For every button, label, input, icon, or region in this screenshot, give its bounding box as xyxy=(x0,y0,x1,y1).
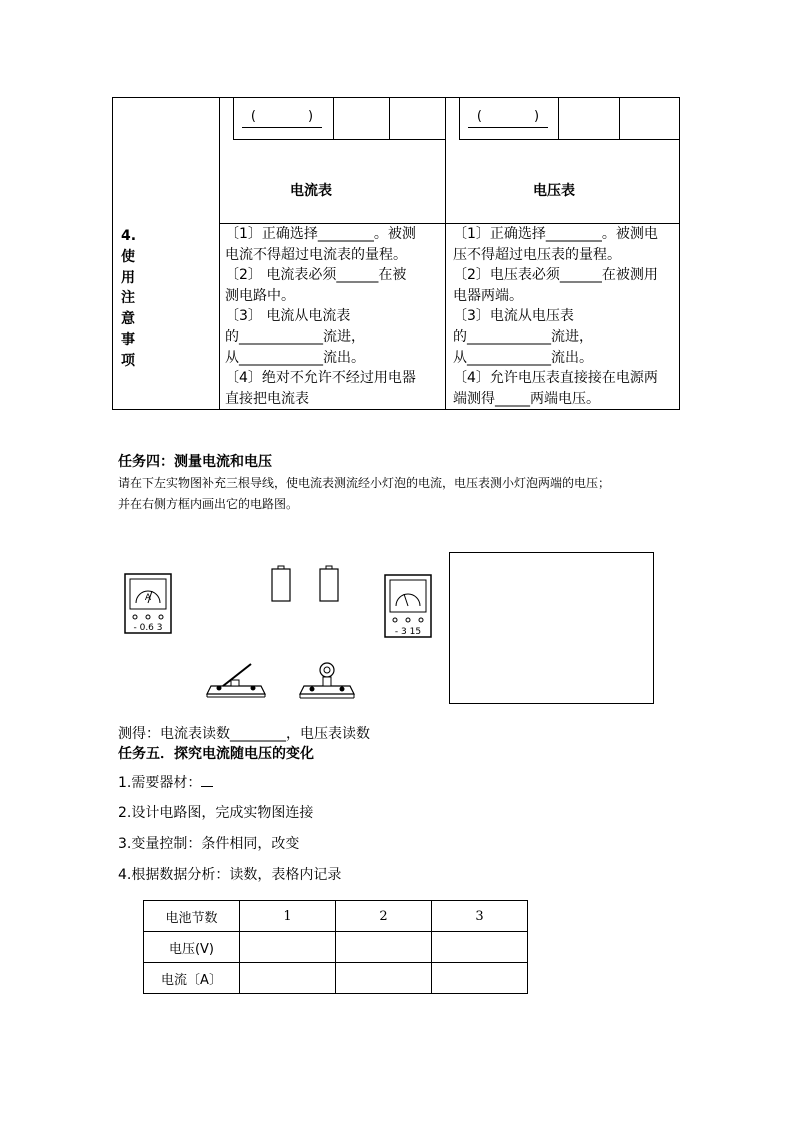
ammeter-notes: 〔1〕正确选择________。被测 电流不得超过电流表的量程。 〔2〕 电流表必须______在被 测电路中。 〔3〕 电流从电流表 的____________流进， 从____________流出。 〔4〕绝对不允许不经过用电器 直接把电流表 xyxy=(225,226,416,407)
task5-step: 3.变量控制：条件相同，改变 xyxy=(118,836,300,852)
ammeter-scale: - 0.6 3 xyxy=(133,623,163,633)
task5-title: 任务五．探究电流随电压的变化 xyxy=(118,746,314,762)
voltmeter-range-box xyxy=(459,98,680,140)
ammeter-device xyxy=(124,573,172,634)
switch-icon xyxy=(205,660,267,698)
range-bracket: ( ) xyxy=(468,110,548,128)
ammeter-face-label: A xyxy=(144,593,152,603)
battery-icon xyxy=(318,565,340,602)
voltmeter-heading: 电压表 xyxy=(533,183,575,199)
table-row xyxy=(144,932,528,963)
row-label-cell: 电压(V) xyxy=(144,932,240,963)
empty-data-cell[interactable] xyxy=(336,963,432,994)
task5-step: 2.设计电路图，完成实物图连接 xyxy=(118,805,314,821)
table-divider xyxy=(219,98,220,409)
task4-instruction: 请在下左实物图补充三根导线，使电流表测流经小灯泡的电流，电压表测小灯泡两端的电压； xyxy=(118,476,611,490)
empty-data-cell[interactable] xyxy=(432,932,528,963)
data-table xyxy=(143,900,528,994)
task4-instruction: 并在右侧方框内画出它的电路图。 xyxy=(118,497,299,511)
usage-notes-table xyxy=(112,97,680,410)
row-label-cell: 电流〔A〕 xyxy=(144,963,240,994)
empty-data-cell[interactable] xyxy=(240,932,336,963)
answer-blank[interactable] xyxy=(201,772,213,787)
task4-title: 任务四：测量电流和电压 xyxy=(118,454,272,470)
table-header-cell: 2 xyxy=(336,901,432,932)
task5-step: 1.需要器材： xyxy=(118,772,213,794)
circuit-diagram-box[interactable] xyxy=(449,552,654,704)
empty-data-cell[interactable] xyxy=(240,963,336,994)
range-bracket: ( ) xyxy=(242,110,322,128)
voltmeter-notes: 〔1〕正确选择________。被测电 压不得超过电压表的量程。 〔2〕电压表必须______在被测用 电器两端。 〔3〕电流从电压表 的____________流进， 从____________流出。 〔4〕允许电压表直接接在电源两 端测得_____两端电压。 xyxy=(453,226,658,407)
task5-step: 4.根据数据分析：读数，表格内记录 xyxy=(118,867,342,883)
table-header-cell: 电池节数 xyxy=(144,901,240,932)
table-header-cell: 1 xyxy=(240,901,336,932)
table-row xyxy=(144,901,528,932)
row-label: 4. 使 用 注 意 事 项 xyxy=(121,228,137,369)
bulb-icon xyxy=(298,660,356,700)
ammeter-range-box xyxy=(233,98,446,140)
empty-data-cell[interactable] xyxy=(336,932,432,963)
table-header-cell: 3 xyxy=(432,901,528,932)
table-row xyxy=(144,963,528,994)
ammeter-heading: 电流表 xyxy=(290,183,332,199)
voltmeter-scale: - 3 15 xyxy=(394,627,422,637)
empty-data-cell[interactable] xyxy=(432,963,528,994)
table-divider xyxy=(445,98,446,409)
battery-icon xyxy=(270,565,292,602)
voltmeter-device xyxy=(384,574,432,638)
readings-line: 测得：电流表读数________，电压表读数 xyxy=(118,726,370,742)
